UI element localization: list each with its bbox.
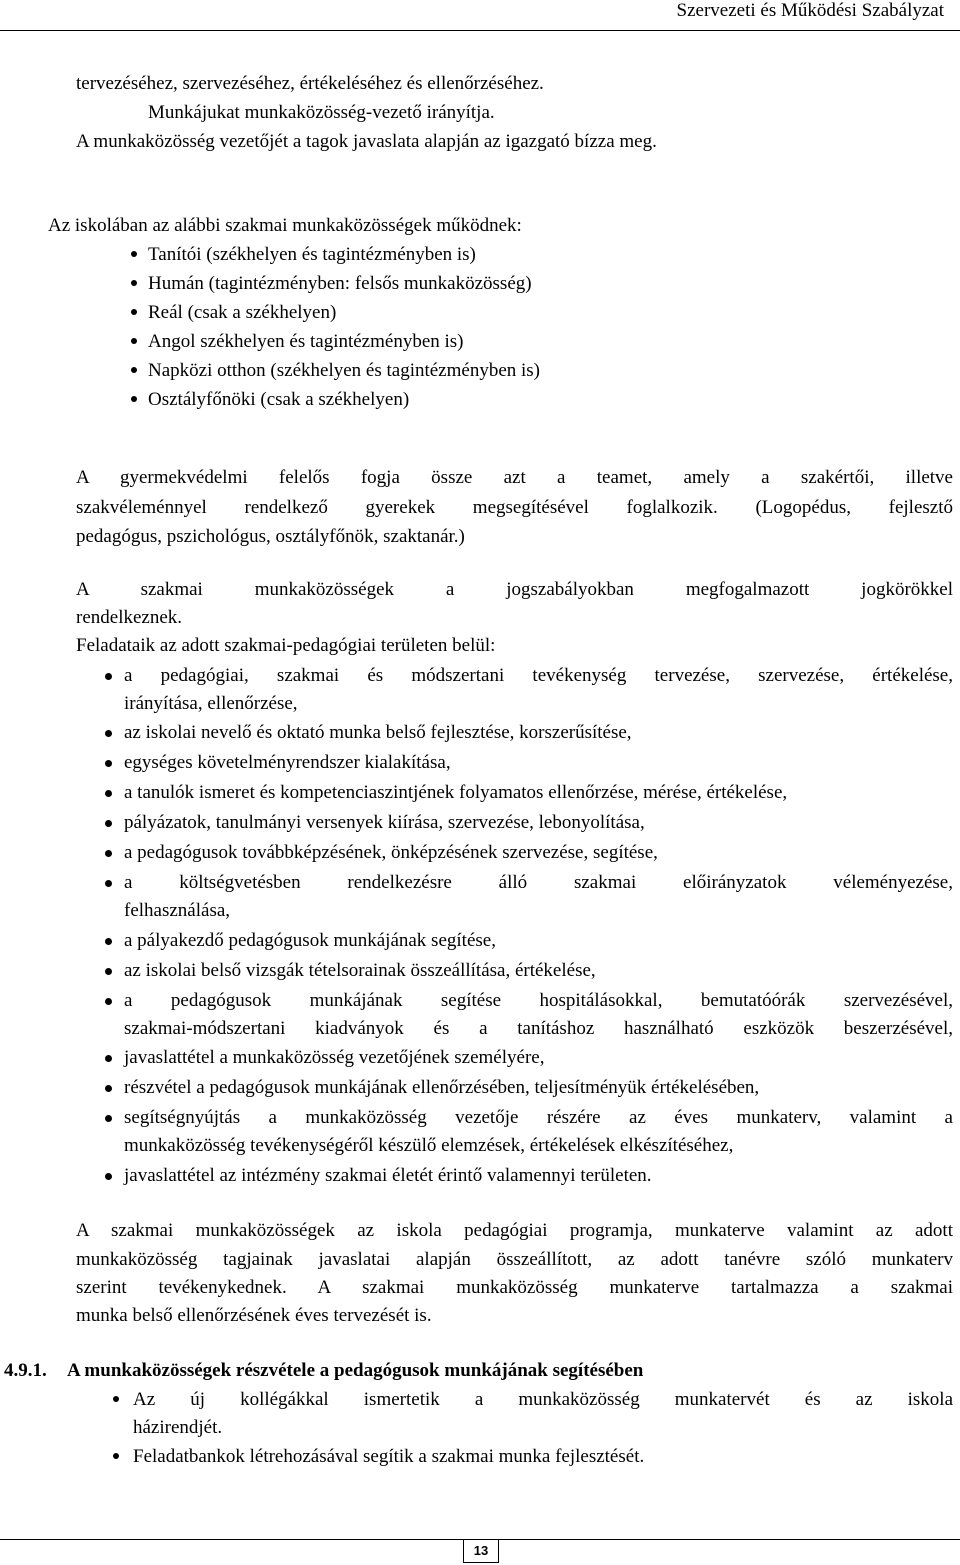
intro-line-2: Munkájukat munkaközösség-vezető irányítja. <box>148 102 495 123</box>
bullet-icon <box>105 850 112 857</box>
bullet-icon <box>131 367 137 373</box>
list-item: Reál (csak a székhelyen) <box>148 302 337 323</box>
bullet-icon <box>105 790 112 797</box>
bullet-icon <box>105 1055 112 1062</box>
header-divider <box>0 30 960 31</box>
list-item: Tanítói (székhelyen és tagintézményben is) <box>148 244 476 265</box>
page-number: 13 <box>463 1540 499 1563</box>
bullet-icon <box>105 880 112 887</box>
list-item-continuation: irányítása, ellenőrzése, <box>124 693 298 714</box>
list-item: Humán (tagintézményben: felsős munkaközösség) <box>148 273 532 294</box>
plan-line-3: szerint tevékenykednek. A szakmai munkaközösség munkaterve tartalmazza a szakmai <box>76 1277 953 1298</box>
list-item: az iskolai belső vizsgák tételsorainak összeállítása, értékelése, <box>124 960 596 981</box>
document-title: Szervezeti és Működési Szabályzat <box>676 0 944 21</box>
rights-line-2: rendelkeznek. <box>76 607 183 628</box>
bullet-icon <box>131 396 137 402</box>
list-item: a tanulók ismeret és kompetenciaszintjének folyamatos ellenőrzése, mérése, értékelése, <box>124 782 788 803</box>
bullet-icon <box>105 968 112 975</box>
list-item: Osztályfőnöki (csak a székhelyen) <box>148 389 410 410</box>
list-item: pályázatok, tanulmányi versenyek kiírása, szervezése, lebonyolítása, <box>124 812 645 833</box>
section-title: A munkaközösségek részvétele a pedagógusok munkájának segítésében <box>67 1360 644 1381</box>
list-item: Angol székhelyen és tagintézményben is) <box>148 331 464 352</box>
bullet-icon <box>105 1173 112 1180</box>
teams-lead: Az iskolában az alábbi szakmai munkaközösségek működnek: <box>48 215 522 236</box>
child-protection-line-3: pedagógus, pszichológus, osztályfőnök, szaktanár.) <box>76 526 465 547</box>
plan-line-4: munka belső ellenőrzésének éves tervezését is. <box>76 1305 432 1326</box>
bullet-icon <box>105 820 112 827</box>
list-item-continuation: felhasználása, <box>124 900 231 921</box>
plan-line-1: A szakmai munkaközösségek az iskola pedagógiai programja, munkaterve valamint az adott <box>76 1220 953 1241</box>
intro-line-3: A munkaközösség vezetőjét a tagok javaslata alapján az igazgató bízza meg. <box>76 131 657 152</box>
list-item-continuation: munkaközösség tevékenységéről készülő elemzések, értékelések elkészítéséhez, <box>124 1135 734 1156</box>
bullet-icon <box>131 280 137 286</box>
bullet-icon <box>105 730 112 737</box>
rights-line-3: Feladataik az adott szakmai-pedagógiai területen belül: <box>76 635 496 656</box>
bullet-icon <box>105 760 112 767</box>
list-item: segítségnyújtás a munkaközösség vezetője részére az éves munkaterv, valamint a <box>124 1107 953 1128</box>
list-item: egységes követelményrendszer kialakítása, <box>124 752 451 773</box>
list-item: a pedagógusok továbbképzésének, önképzésének szervezése, segítése, <box>124 842 658 863</box>
rights-line-1: A szakmai munkaközösségek a jogszabályokban megfogalmazott jogkörökkel <box>76 579 953 600</box>
child-protection-line-1: A gyermekvédelmi felelős fogja össze azt a teamet, amely a szakértői, illetve <box>76 467 953 488</box>
list-item-continuation: szakmai-módszertani kiadványok és a tanításhoz használható eszközök beszerzésével, <box>124 1018 953 1039</box>
bullet-icon <box>113 1396 119 1402</box>
list-item-continuation: házirendjét. <box>133 1417 223 1438</box>
page-header <box>0 0 960 30</box>
list-item: a költségvetésben rendelkezésre álló szakmai előirányzatok véleményezése, <box>124 872 953 893</box>
plan-line-2: munkaközösség tagjainak javaslatai alapján összeállított, az adott tanévre szóló munkaterv <box>76 1249 953 1270</box>
bullet-icon <box>105 1085 112 1092</box>
list-item: Napközi otthon (székhelyen és tagintézményben is) <box>148 360 541 381</box>
list-item: az iskolai nevelő és oktató munka belső fejlesztése, korszerűsítése, <box>124 722 632 743</box>
bullet-icon <box>105 673 112 680</box>
list-item: részvétel a pedagógusok munkájának ellenőrzésében, teljesítményük értékelésében, <box>124 1077 760 1098</box>
list-item: Az új kollégákkal ismertetik a munkaközösség munkatervét és az iskola <box>133 1389 953 1410</box>
list-item: Feladatbankok létrehozásával segítik a szakmai munka fejlesztését. <box>133 1446 645 1467</box>
list-item: a pályakezdő pedagógusok munkájának segítése, <box>124 930 496 951</box>
list-item: a pedagógiai, szakmai és módszertani tevékenység tervezése, szervezése, értékelése, <box>124 665 953 686</box>
bullet-icon <box>105 1115 112 1122</box>
section-number: 4.9.1. <box>4 1360 47 1381</box>
list-item: javaslattétel az intézmény szakmai életét érintő valamennyi területen. <box>124 1165 652 1186</box>
bullet-icon <box>105 938 112 945</box>
list-item: a pedagógusok munkájának segítése hospitálásokkal, bemutatóórák szervezésével, <box>124 990 953 1011</box>
child-protection-line-2: szakvéleménnyel rendelkező gyerekek megsegítésével foglalkozik. (Logopédus, fejlesztő <box>76 497 953 518</box>
bullet-icon <box>131 338 137 344</box>
bullet-icon <box>131 309 137 315</box>
bullet-icon <box>105 998 112 1005</box>
bullet-icon <box>131 251 137 257</box>
bullet-icon <box>113 1453 119 1459</box>
list-item: javaslattétel a munkaközösség vezetőjének személyére, <box>124 1047 545 1068</box>
intro-line-1: tervezéséhez, szervezéséhez, értékeléséhez és ellenőrzéséhez. <box>76 73 544 94</box>
